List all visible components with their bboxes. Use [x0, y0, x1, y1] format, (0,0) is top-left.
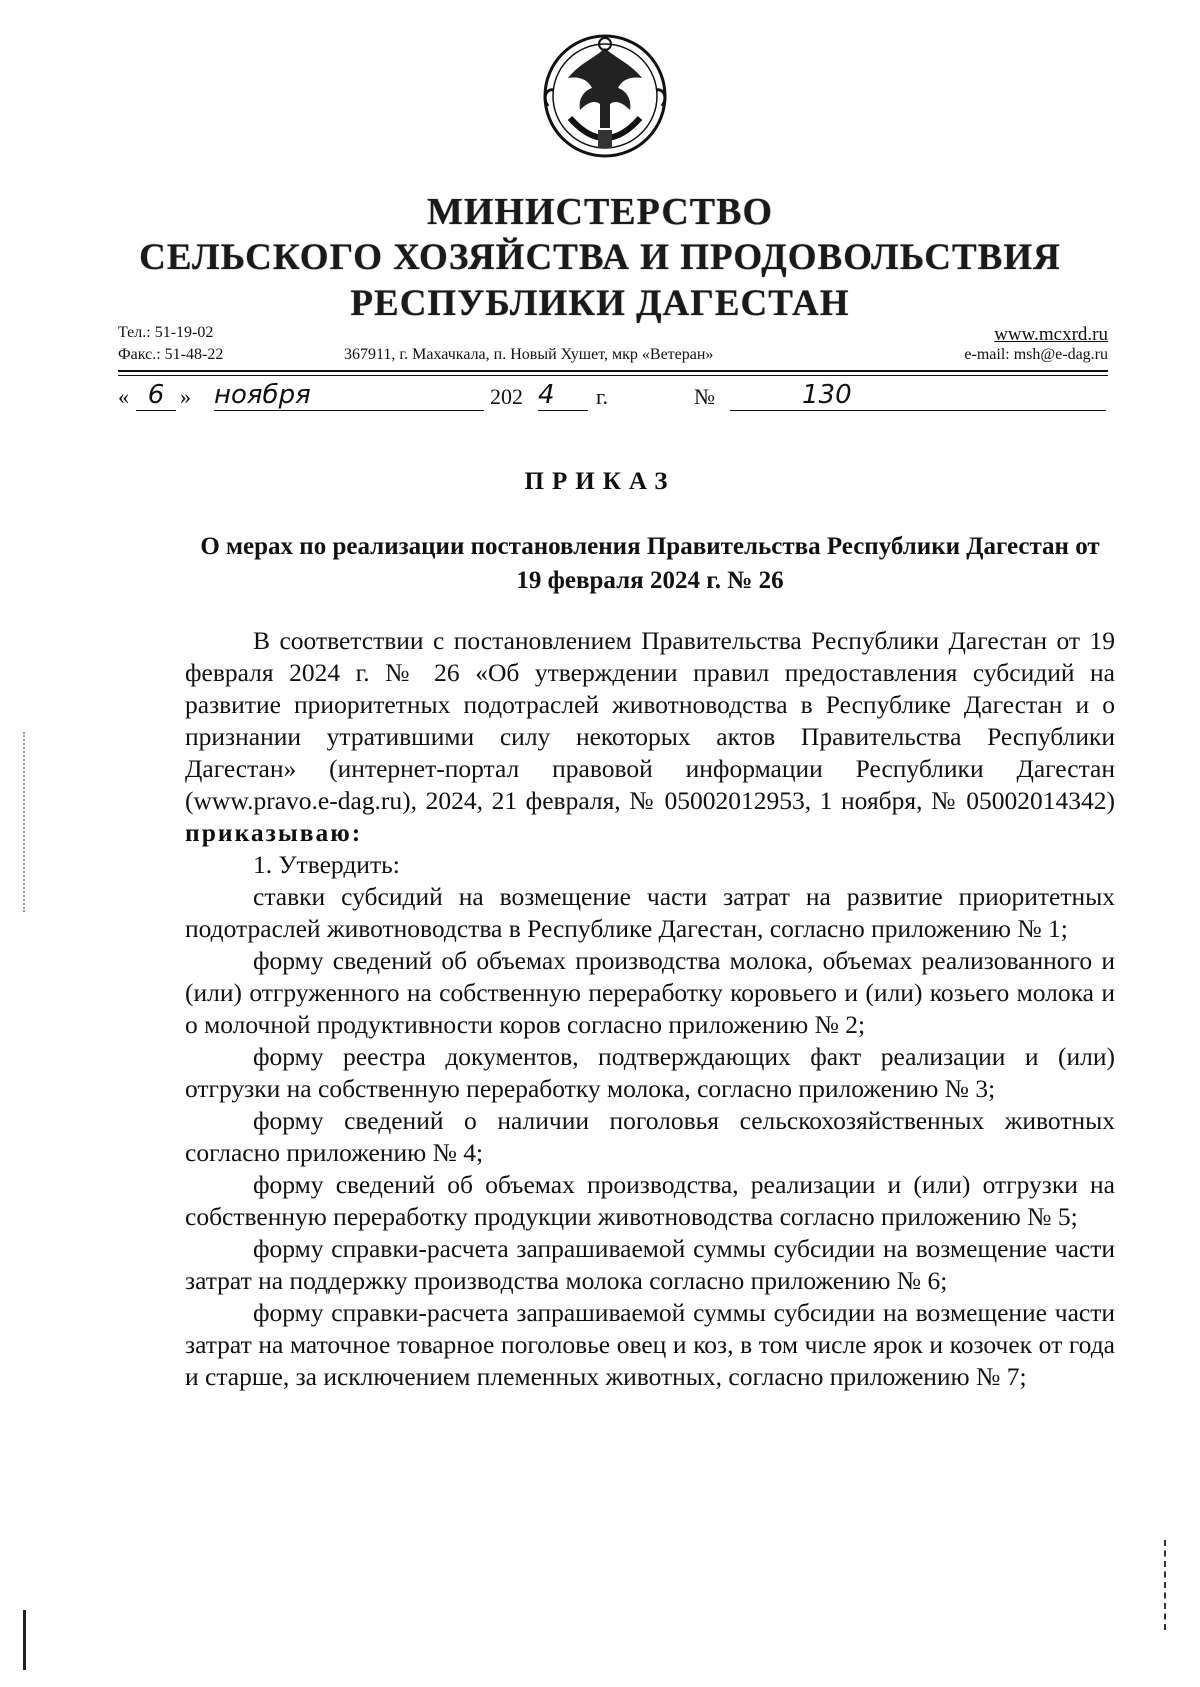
list-item: форму сведений об объемах производства молока, объемах реализованного и (или) отгруженного на собственную переработку коровьего и (или) козьего молока и о молочной продуктивности коров согласно приложению № 2;	[185, 946, 1115, 1039]
preamble-paragraph	[185, 625, 1115, 849]
document-body	[185, 625, 1115, 1393]
item-1-heading: 1. Утвердить:	[253, 850, 400, 879]
header-divider	[118, 370, 1108, 372]
ministry-name-line2: СЕЛЬСКОГО ХОЗЯЙСТВА И ПРОДОВОЛЬСТВИЯ	[139, 237, 1061, 278]
date-close-quote: »	[180, 384, 191, 409]
header-divider-thin	[118, 375, 1108, 376]
date-number-line	[118, 380, 1108, 420]
list-item: форму справки-расчета запрашиваемой суммы субсидии на возмещение части затрат на маточное товарное поголовье овец и коз, в том числе ярок и козочек от года и старше, за исключением племенных животных, согласно приложению № 7;	[185, 1298, 1115, 1391]
scan-margin-artifact	[23, 1610, 26, 1670]
document-subject: О мерах по реализации постановления Правительства Республики Дагестан от 19 февраля 2024 г. № 26	[200, 533, 1100, 594]
date-day: 6	[136, 380, 176, 411]
list-item: форму реестра документов, подтверждающих факт реализации и (или) отгрузки на собственную переработку молока, согласно приложению № 3;	[185, 1042, 1115, 1103]
list-item: форму справки-расчета запрашиваемой суммы субсидии на возмещение части затрат на поддержку производства молока согласно приложению № 6;	[185, 1234, 1115, 1295]
dagestan-coat-of-arms-icon	[540, 18, 670, 178]
address: 367911, г. Махачкала, п. Новый Хушет, мкр «Ветеран»	[344, 346, 714, 363]
scan-margin-artifact	[23, 732, 25, 912]
document-title: ПРИКАЗ	[524, 468, 676, 495]
number-sign: №	[694, 384, 715, 409]
ministry-name-line3: РЕСПУБЛИКИ ДАГЕСТАН	[350, 283, 850, 324]
list-item: форму сведений об объемах производства, реализации и (или) отгрузки на собственную переработку продукции животноводства согласно приложению № 5;	[185, 1170, 1115, 1231]
date-year-suffix: г.	[596, 384, 609, 409]
email[interactable]: e-mail: msh@e-dag.ru	[964, 346, 1108, 363]
website-link[interactable]: www.mcxrd.ru	[994, 324, 1108, 345]
date-year-digit: 4	[538, 380, 588, 411]
date-open-quote: «	[118, 384, 129, 409]
preamble-text: В соответствии с постановлением Правительства Республики Дагестан от 19 февраля 2024 г. № 26 «Об утверждении правил предоставления субсидий на развитие приоритетных подотраслей животноводства в Республике Дагестан и о признании утратившими силу некоторых актов Правительства Республики Дагестан» (интернет-портал правовой информации Республики Дагестан (www.pravo.e-dag.ru), 2024, 21 февраля, № 05002012953, 1 ноября, № 05002014342)	[185, 626, 1115, 815]
date-month: ноября	[214, 380, 484, 411]
list-item: форму сведений о наличии поголовья сельскохозяйственных животных согласно приложению № 4;	[185, 1106, 1115, 1167]
scan-edge-artifact	[1164, 1540, 1170, 1630]
preamble-bold: приказываю:	[185, 818, 363, 847]
phone: Тел.: 51-19-02	[118, 324, 214, 341]
contact-block	[118, 324, 1108, 368]
list-item: ставки субсидий на возмещение части затрат на развитие приоритетных подотраслей животноводства в Республике Дагестан, согласно приложению № 1;	[185, 882, 1115, 943]
date-year-prefix: 202	[490, 384, 523, 409]
ministry-name-line1: МИНИСТЕРСТВО	[426, 191, 774, 233]
fax: Факс.: 51-48-22	[118, 346, 224, 363]
order-number: 130	[730, 380, 1106, 411]
